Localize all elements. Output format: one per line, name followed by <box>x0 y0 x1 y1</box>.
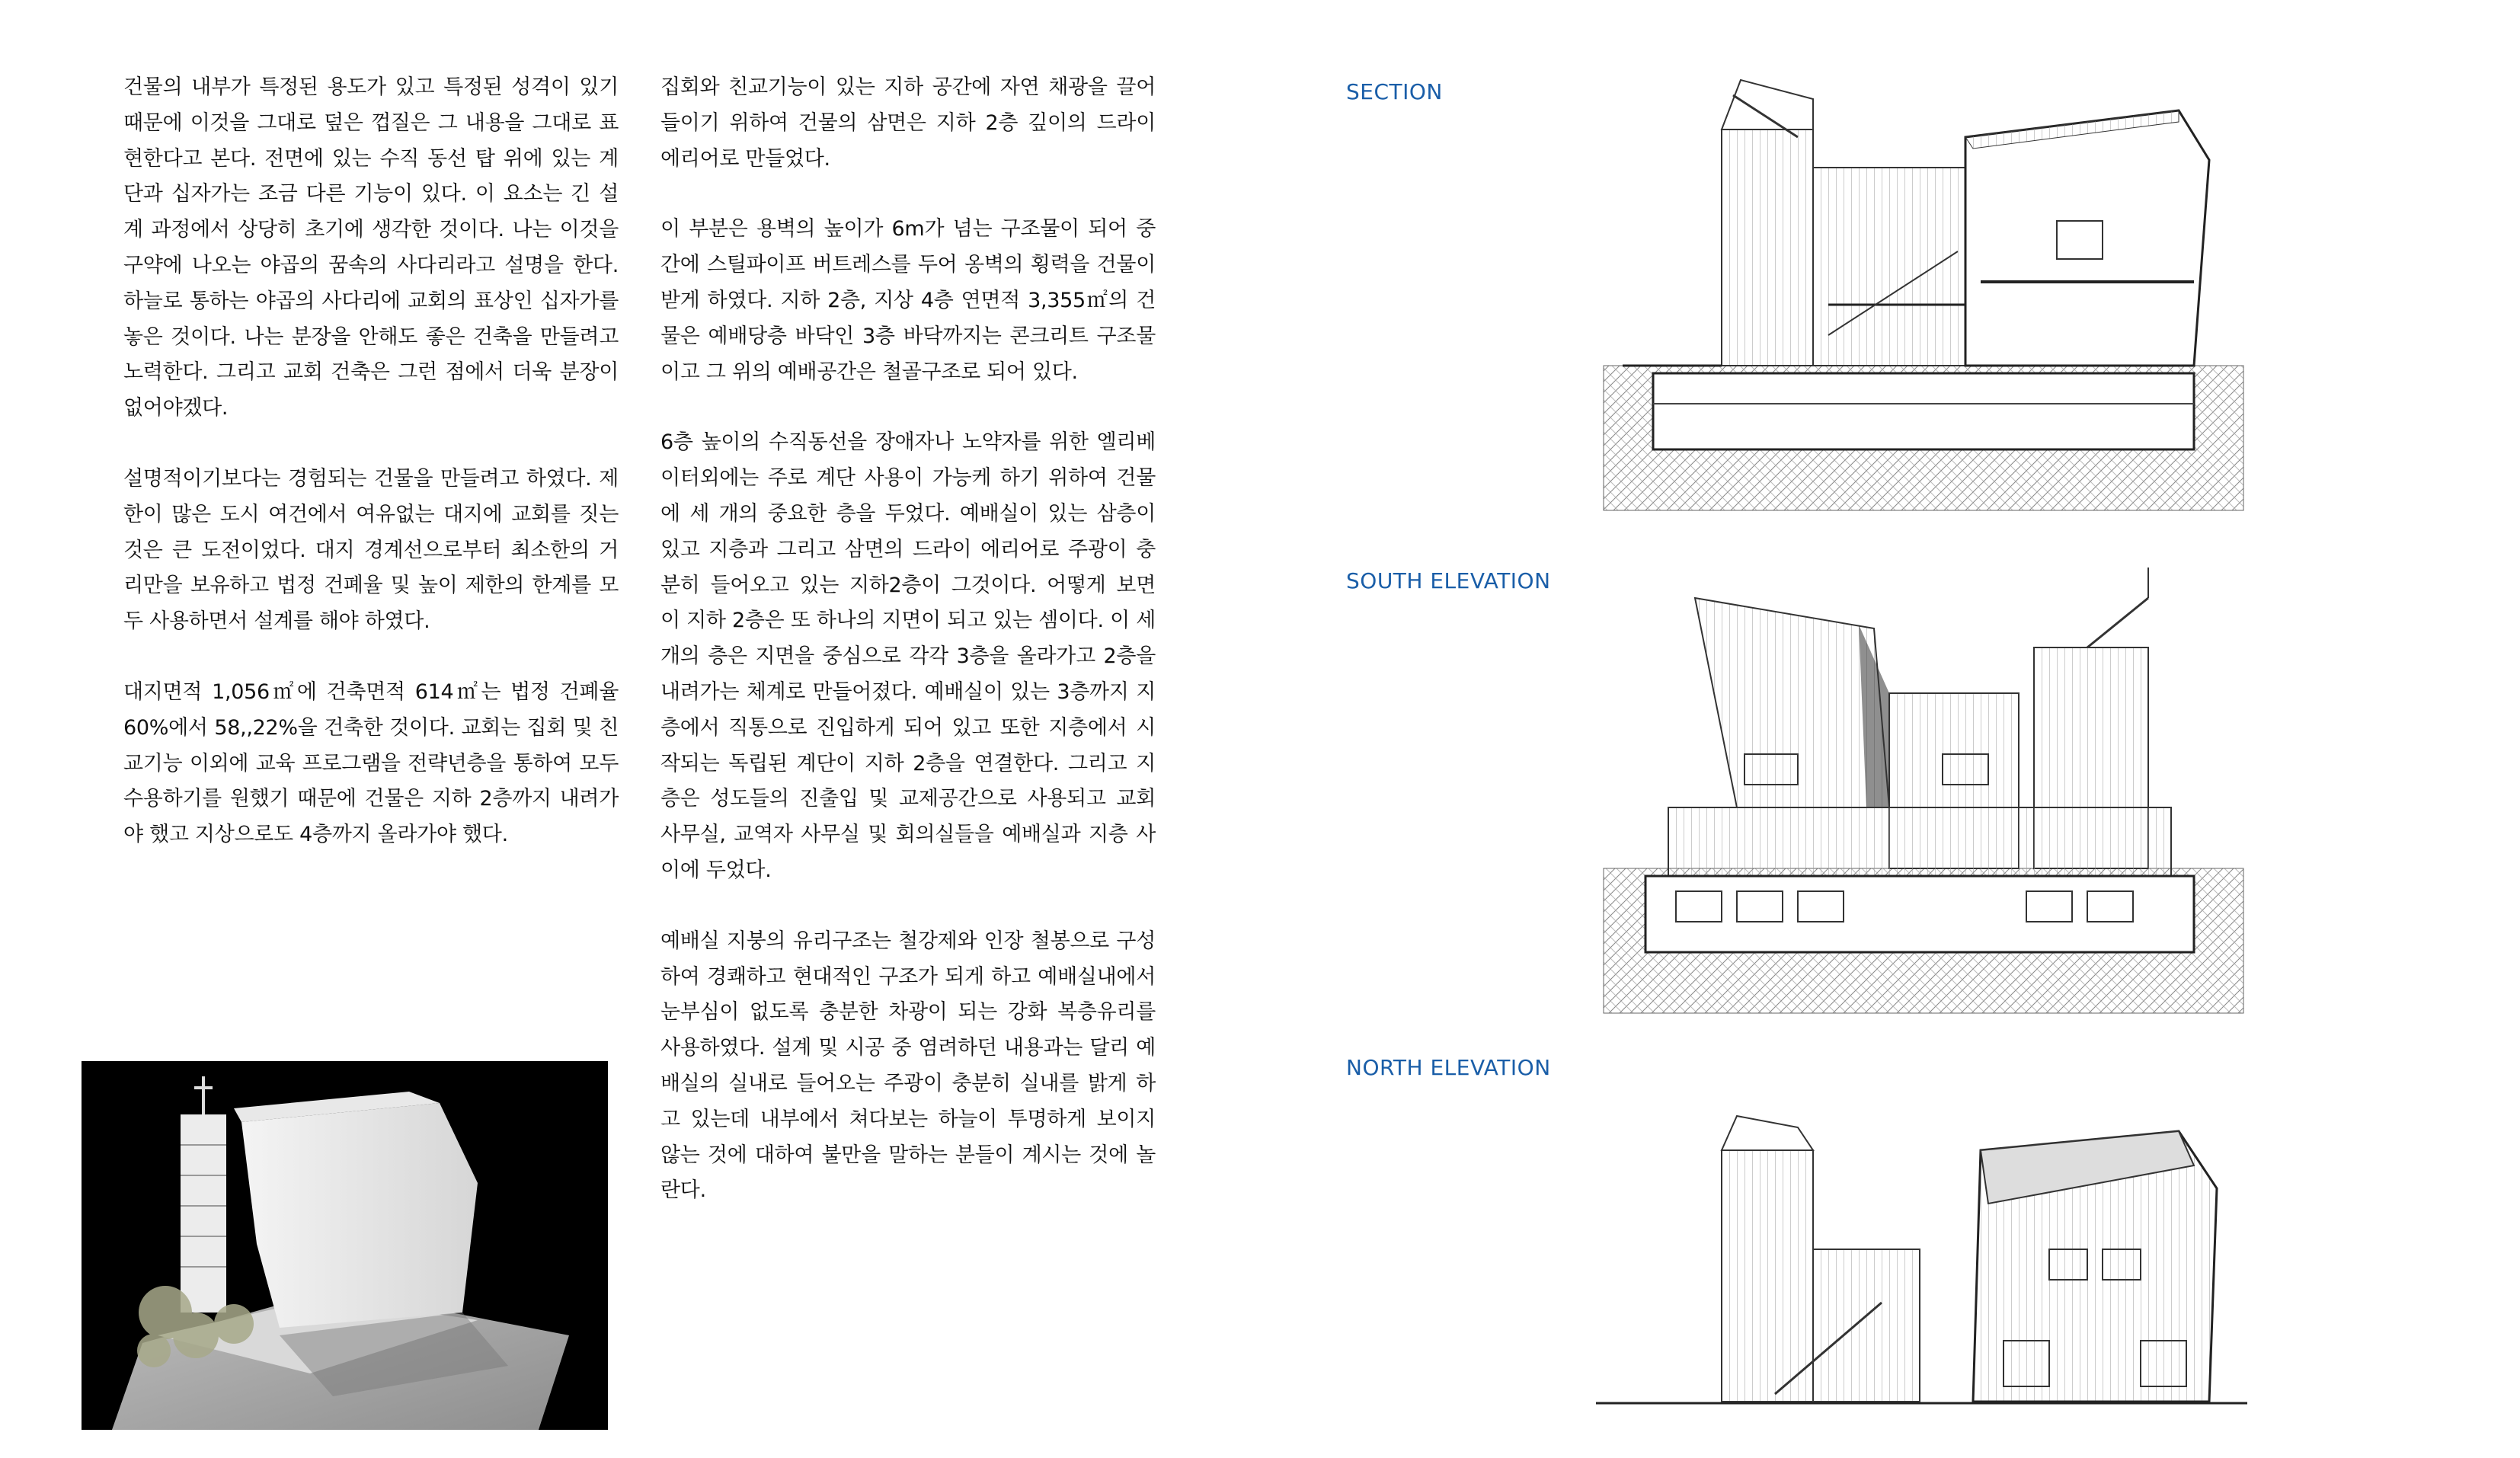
paragraph: 집회와 친교기능이 있는 지하 공간에 자연 채광을 끌어들이기 위하여 건물의 삼면은 지하 2층 깊이의 드라이 에리어로 만들었다. <box>660 75 1156 171</box>
section-label: SECTION <box>1346 79 1443 104</box>
model-photo-illustration <box>82 1061 608 1430</box>
section-drawing <box>1600 76 2263 518</box>
south-elevation-label: SOUTH ELEVATION <box>1346 568 1551 593</box>
text-column-right <box>660 70 1156 1244</box>
north-elevation-drawing <box>1592 1112 2263 1417</box>
text-column-left <box>123 70 619 888</box>
north-elevation-label: NORTH ELEVATION <box>1346 1055 1551 1080</box>
south-elevation-drawing <box>1600 564 2263 1021</box>
paragraph: 예배실 지붕의 유리구조는 철강제와 인장 철봉으로 구성하여 경쾌하고 현대적인 구조가 되게 하고 예배실내에서 눈부심이 없도록 충분한 차광이 되는 강화 복층유리를 사용하였다. 설계 및 시공 중 염려하던 내용과는 달리 예배실의 실내로 들어오는 주광이 충분히 실내를 밝게 하고 있는데 내부에서 쳐다보는 하늘이 투명하게 보이지 않는 것에 대하여 불만을 말하는 분들이 계시는 것에 놀란다. <box>660 929 1156 1203</box>
paragraph: 설명적이기보다는 경험되는 건물을 만들려고 하였다. 제한이 많은 도시 여건에서 여유없는 대지에 교회를 짓는 것은 큰 도전이었다. 대지 경계선으로부터 최소한의 거리만을 보유하고 법정 건폐율 및 높이 제한의 한계를 모두 사용하면서 설계를 해야 하였다. <box>123 466 619 634</box>
paragraph: 6층 높이의 수직동선을 장애자나 노약자를 위한 엘리베이터외에는 주로 계단 사용이 가능케 하기 위하여 건물에 세 개의 중요한 층을 두었다. 예배실이 있는 삼층이 있고 지층과 그리고 삼면의 드라이 에리어로 주광이 충분히 들어오고 있는 지하2층이 그것이다. 어떻게 보면 이 지하 2층은 또 하나의 지면이 되고 있는 셈이다. 이 세 개의 층은 지면을 중심으로 각각 3층을 올라가고 2층을 내려가는 체계로 만들어졌다. 예배실이 있는 3층까지 지층에서 직통으로 진입하게 되어 있고 또한 지층에서 시작되는 독립된 계단이 지하 2층을 연결한다. 그리고 지층은 성도들의 진출입 및 교제공간으로 사용되고 교회 사무실, 교역자 사무실 및 회의실들을 예배실과 지층 사이에 두었다. <box>660 430 1156 882</box>
paragraph: 건물의 내부가 특정된 용도가 있고 특정된 성격이 있기 때문에 이것을 그대로 덮은 껍질은 그 내용을 그대로 표현한다고 본다. 전면에 있는 수직 동선 탑 위에 있는 계단과 십자가는 조금 다른 기능이 있다. 이 요소는 긴 설계 과정에서 상당히 초기에 생각한 것이다. 나는 이것을 구약에 나오는 야곱의 꿈속의 사다리라고 설명을 한다. 하늘로 통하는 야곱의 사다리에 교회의 표상인 십자가를 놓은 것이다. 나는 분장을 안해도 좋은 건축을 만들려고 노력한다. 그리고 교회 건축은 그런 점에서 더욱 분장이 없어야겠다. <box>123 75 619 420</box>
model-photo <box>82 1061 608 1430</box>
paragraph: 이 부분은 용벽의 높이가 6m가 넘는 구조물이 되어 중간에 스틸파이프 버트레스를 두어 옹벽의 횡력을 건물이 받게 하였다. 지하 2층, 지상 4층 연면적 3,355㎡의 건물은 예배당층 바닥인 3층 바닥까지는 콘크리트 구조물이고 그 위의 예배공간은 철골구조로 되어 있다. <box>660 217 1156 384</box>
paragraph: 대지면적 1,056㎡에 건축면적 614㎡는 법정 건폐율 60%에서 58,,22%을 건축한 것이다. 교회는 집회 및 친교기능 이외에 교육 프로그램을 전략년층을 통하여 모두 수용하기를 원했기 때문에 건물은 지하 2층까지 내려가야 했고 지상으로도 4층까지 올라가야 했다. <box>123 679 619 847</box>
